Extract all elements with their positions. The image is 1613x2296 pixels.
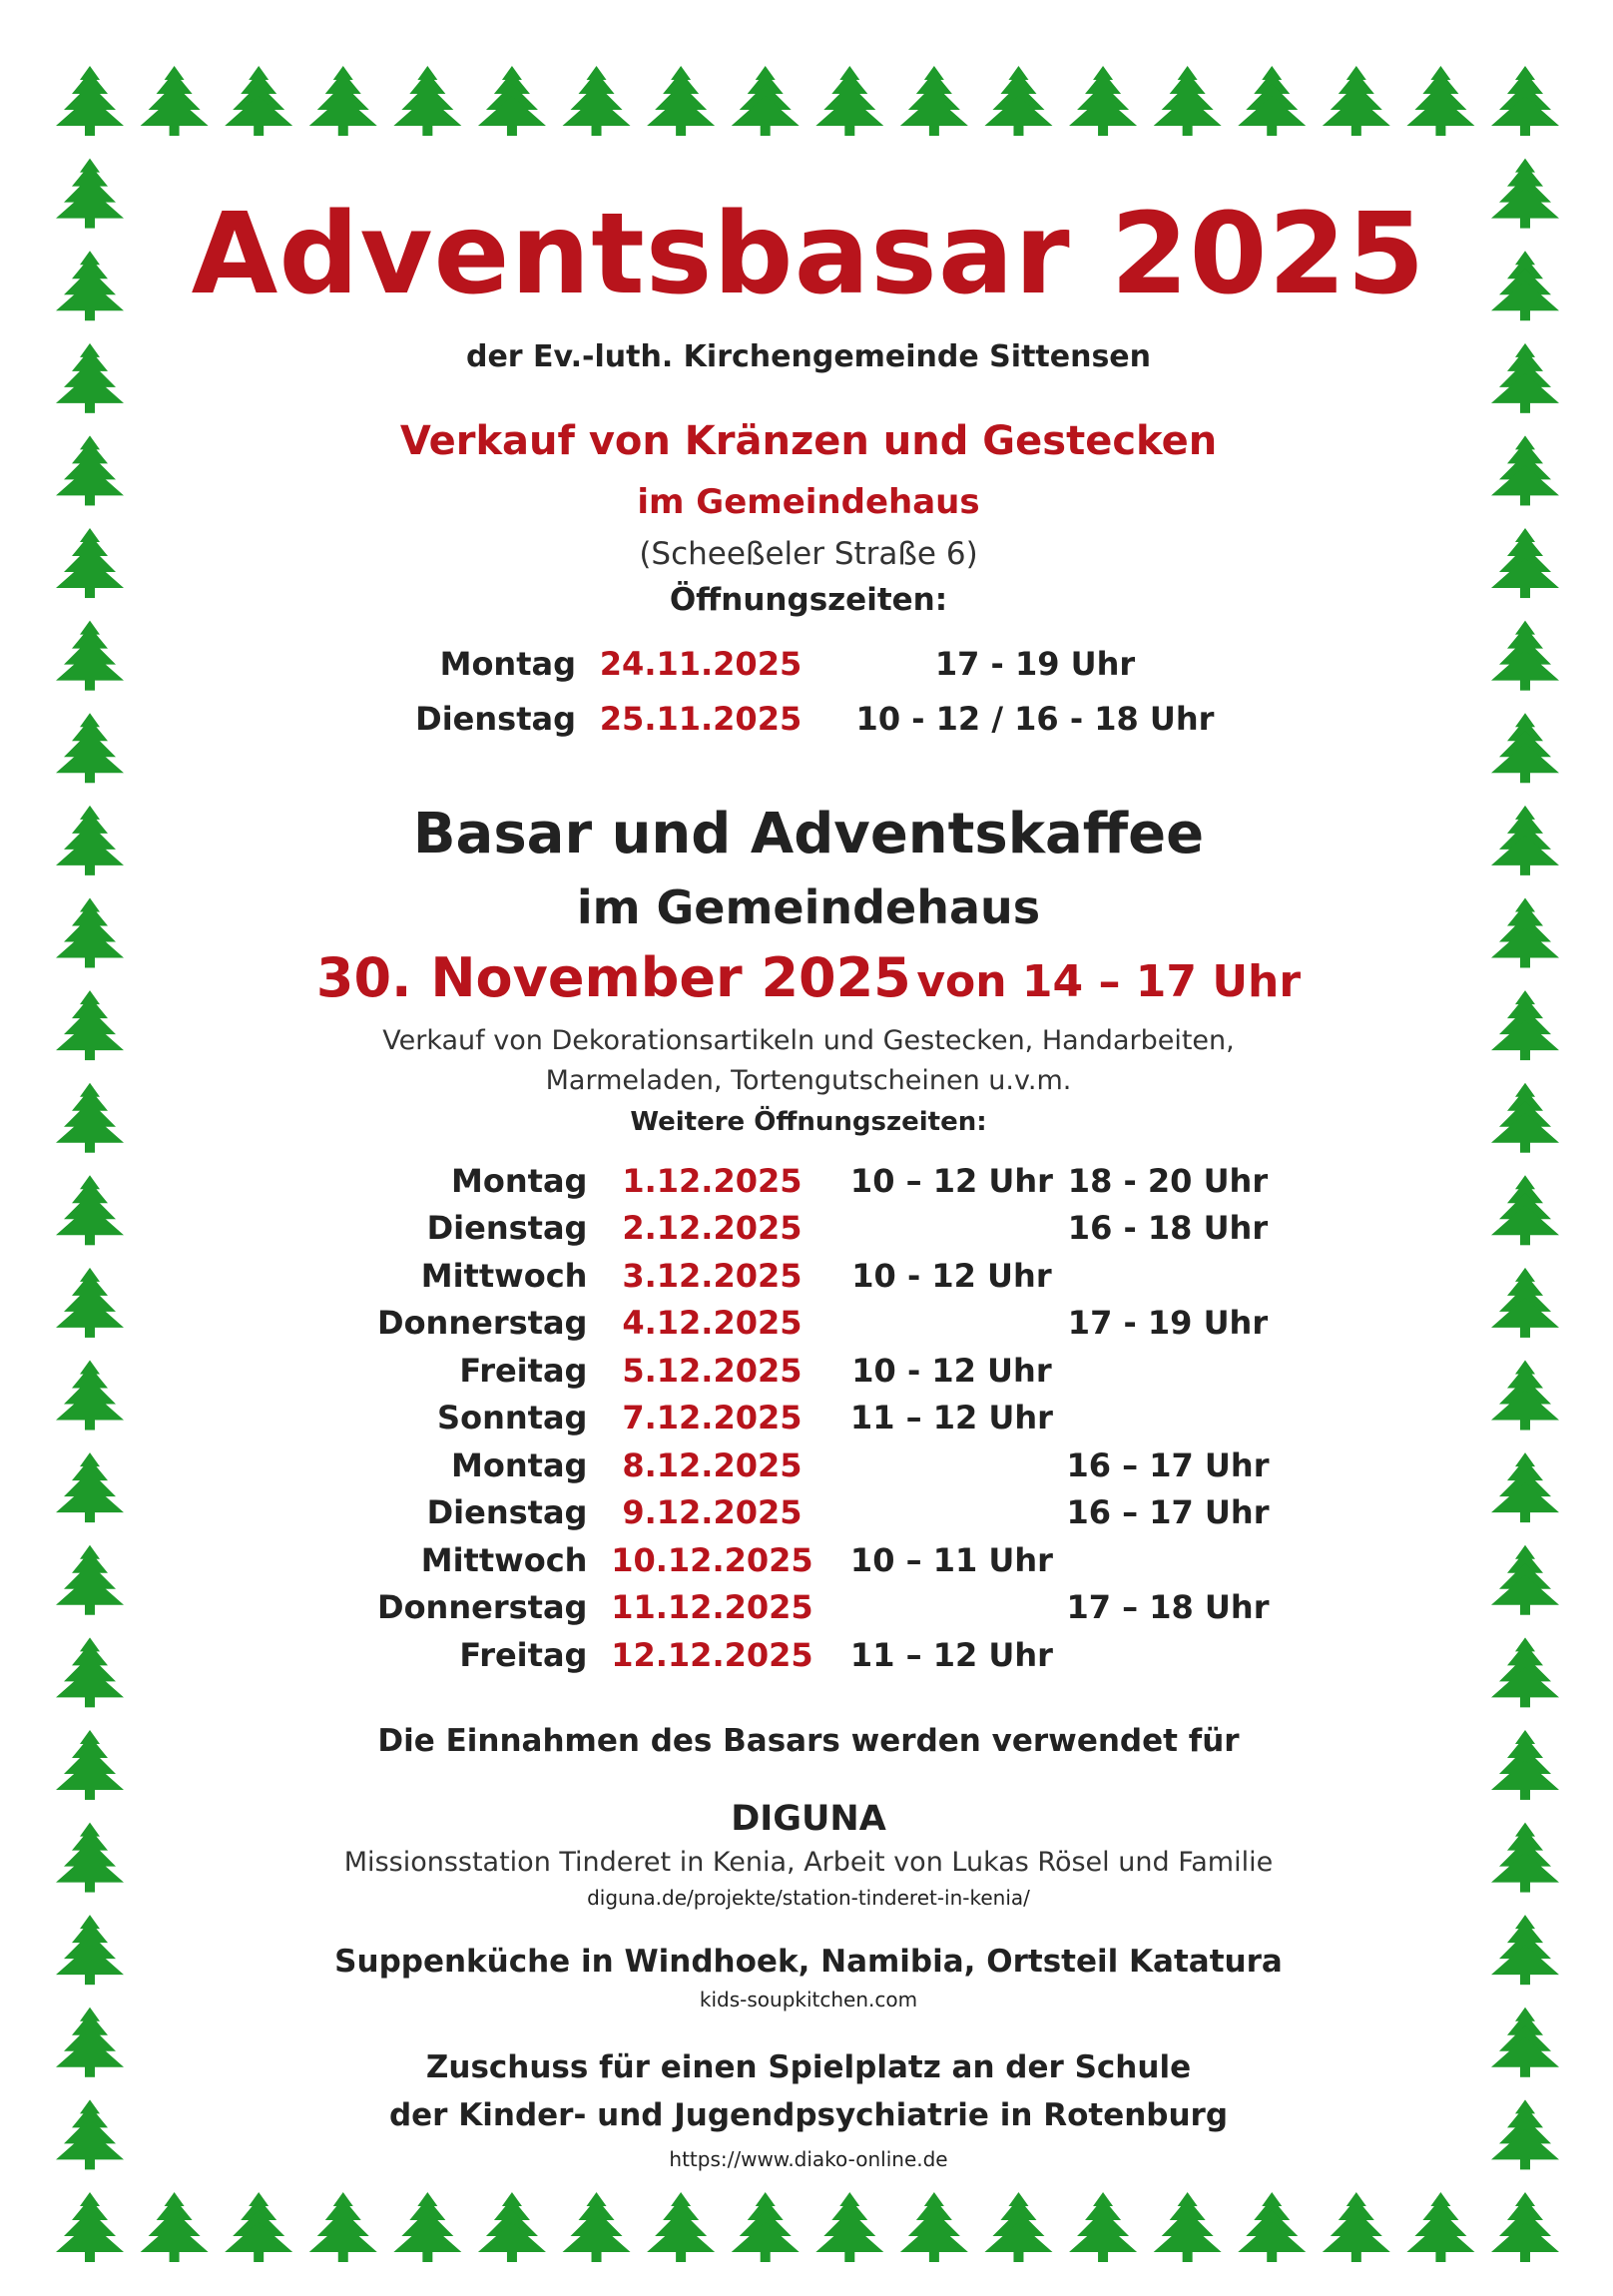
schedule-day: Mittwoch: [420, 1256, 588, 1295]
schedule-morning: 11 – 12 Uhr: [849, 1635, 1053, 1674]
poster-content: [150, 190, 1467, 2171]
schedule-day: Freitag: [459, 1351, 588, 1390]
schedule-morning: 10 - 12 Uhr: [851, 1351, 1052, 1390]
christmas-tree-icon: [56, 251, 124, 320]
schedule-row: [377, 1441, 1269, 1489]
schedule-date: 4.12.2025: [622, 1304, 803, 1343]
christmas-tree-icon: [1491, 806, 1559, 875]
christmas-tree-icon: [56, 2192, 124, 2262]
schedule-day: Donnerstag: [377, 1304, 588, 1343]
schedule-evening: 17 – 18 Uhr: [1066, 1588, 1270, 1627]
christmas-tree-icon: [56, 2008, 124, 2077]
christmas-tree-icon: [1491, 897, 1559, 967]
christmas-tree-icon: [56, 1545, 124, 1615]
poster-title: Adventsbasar 2025: [191, 190, 1426, 319]
schedule-row: [377, 1347, 1269, 1395]
schedule-morning: [836, 1205, 1066, 1253]
schedule-date: 11.12.2025: [611, 1588, 813, 1627]
christmas-tree-icon: [647, 66, 715, 136]
schedule-day: Dienstag: [415, 699, 576, 738]
christmas-tree-icon: [563, 66, 631, 136]
christmas-tree-icon: [1491, 66, 1559, 136]
org-url: diguna.de/projekte/station-tinderet-in-kenia/: [587, 1885, 1030, 1910]
christmas-tree-icon: [1323, 66, 1390, 136]
schedule-date: 5.12.2025: [622, 1351, 803, 1390]
christmas-tree-icon: [1491, 251, 1559, 320]
christmas-tree-icon: [56, 990, 124, 1060]
schedule-morning: 10 - 12 Uhr: [851, 1256, 1052, 1295]
christmas-tree-icon: [1238, 66, 1306, 136]
org-name: DIGUNA: [731, 1798, 886, 1839]
bazaar-time: von 14 – 17 Uhr: [916, 956, 1302, 1007]
christmas-tree-icon: [225, 2192, 292, 2262]
schedule-morning: 10 – 12 Uhr: [849, 1161, 1053, 1200]
christmas-tree-icon: [56, 1452, 124, 1522]
playground-line: Zuschuss für einen Spielplatz an der Schule: [425, 2048, 1192, 2085]
schedule-hours: 17 - 19 Uhr: [934, 644, 1136, 683]
soup-kitchen: Suppenküche in Windhoek, Namibia, Ortsteil Katatura: [334, 1943, 1283, 1980]
christmas-tree-icon: [984, 2192, 1052, 2262]
bazaar-description: [150, 1021, 1467, 1101]
sale-title: Verkauf von Kränzen und Gestecken: [399, 418, 1218, 464]
christmas-tree-icon: [56, 159, 124, 229]
bazaar-description-line: Marmeladen, Tortengutscheinen u.v.m.: [545, 1065, 1072, 1096]
christmas-tree-icon: [1491, 1730, 1559, 1800]
christmas-tree-icon: [1491, 1083, 1559, 1153]
schedule-row: [377, 1205, 1269, 1253]
schedule-row: [377, 1395, 1269, 1442]
schedule-day: Dienstag: [426, 1209, 588, 1248]
christmas-tree-icon: [309, 66, 377, 136]
schedule-day: Sonntag: [437, 1399, 588, 1437]
bazaar-date: 30. November 2025: [315, 946, 911, 1009]
christmas-tree-icon: [56, 1268, 124, 1338]
schedule-day: Dienstag: [426, 1493, 588, 1532]
schedule-day: Montag: [451, 1445, 588, 1484]
playground-line: der Kinder- und Jugendpsychiatrie in Rotenburg: [388, 2096, 1229, 2133]
christmas-tree-icon: [1154, 2192, 1222, 2262]
bazaar-date-line: [150, 946, 1467, 1009]
schedule-day: Freitag: [459, 1635, 588, 1674]
bazaar-location: im Gemeindehaus: [576, 880, 1041, 934]
christmas-tree-icon: [141, 66, 209, 136]
bazaar-schedule-table: [377, 1157, 1269, 1679]
christmas-tree-icon: [1069, 66, 1137, 136]
playground-url: https://www.diako-online.de: [669, 2146, 948, 2171]
org-description: Missionsstation Tinderet in Kenia, Arbeit von Lukas Rösel und Familie: [343, 1846, 1274, 1878]
schedule-evening: [1066, 1347, 1269, 1395]
schedule-morning: [836, 1441, 1066, 1489]
christmas-tree-icon: [56, 1175, 124, 1245]
christmas-tree-icon: [1491, 1915, 1559, 1985]
schedule-date: 8.12.2025: [622, 1445, 803, 1484]
christmas-tree-icon: [1491, 1361, 1559, 1431]
sale-location: im Gemeindehaus: [637, 482, 980, 522]
christmas-tree-icon: [1491, 1823, 1559, 1893]
christmas-tree-icon: [56, 806, 124, 875]
christmas-tree-icon: [56, 66, 124, 136]
christmas-tree-icon: [647, 2192, 715, 2262]
christmas-tree-icon: [1491, 990, 1559, 1060]
schedule-row: [377, 1536, 1269, 1584]
christmas-tree-icon: [900, 66, 968, 136]
christmas-tree-icon: [563, 2192, 631, 2262]
schedule-row: [377, 1157, 1269, 1205]
schedule-row: [377, 1252, 1269, 1300]
schedule-date: 9.12.2025: [622, 1493, 803, 1532]
bazaar-description-line: Verkauf von Dekorationsartikeln und Gestecken, Handarbeiten,: [382, 1025, 1235, 1056]
schedule-row: [377, 1631, 1269, 1679]
christmas-tree-icon: [393, 2192, 461, 2262]
schedule-date: 10.12.2025: [611, 1540, 813, 1579]
poster-subtitle: der Ev.-luth. Kirchengemeinde Sittensen: [465, 339, 1152, 374]
schedule-row: [377, 1489, 1269, 1537]
christmas-tree-icon: [1238, 2192, 1306, 2262]
schedule-evening: [1066, 1631, 1269, 1679]
schedule-day: Montag: [451, 1161, 588, 1200]
christmas-tree-icon: [1491, 1452, 1559, 1522]
soup-kitchen-url: kids-soupkitchen.com: [699, 1987, 918, 2011]
christmas-tree-icon: [56, 1823, 124, 1893]
christmas-tree-icon: [56, 2099, 124, 2169]
christmas-tree-icon: [732, 66, 800, 136]
christmas-tree-icon: [732, 2192, 800, 2262]
schedule-row: [411, 691, 1245, 746]
schedule-date: 3.12.2025: [622, 1256, 803, 1295]
christmas-tree-icon: [56, 1083, 124, 1153]
christmas-tree-icon: [1491, 621, 1559, 691]
christmas-tree-icon: [1491, 1268, 1559, 1338]
christmas-tree-icon: [393, 66, 461, 136]
christmas-tree-icon: [56, 713, 124, 783]
sale-address: (Scheeßeler Straße 6): [639, 536, 978, 572]
christmas-tree-icon: [1491, 528, 1559, 598]
christmas-tree-icon: [56, 1915, 124, 1985]
schedule-evening: 17 - 19 Uhr: [1067, 1304, 1269, 1343]
christmas-tree-icon: [1491, 1175, 1559, 1245]
christmas-tree-icon: [1491, 435, 1559, 505]
christmas-tree-icon: [1491, 343, 1559, 413]
schedule-day: Mittwoch: [420, 1540, 588, 1579]
christmas-tree-icon: [1491, 1545, 1559, 1615]
christmas-tree-icon: [1491, 713, 1559, 783]
christmas-tree-icon: [56, 621, 124, 691]
christmas-tree-icon: [1069, 2192, 1137, 2262]
more-hours-heading: Weitere Öffnungszeiten:: [630, 1107, 987, 1137]
christmas-tree-icon: [56, 1361, 124, 1431]
schedule-date: 2.12.2025: [622, 1209, 803, 1248]
schedule-date: 12.12.2025: [611, 1635, 813, 1674]
christmas-tree-icon: [1154, 66, 1222, 136]
sale-schedule-table: [411, 636, 1245, 746]
schedule-row: [377, 1584, 1269, 1632]
schedule-evening: 16 – 17 Uhr: [1066, 1445, 1270, 1484]
christmas-tree-icon: [1406, 66, 1474, 136]
christmas-tree-icon: [225, 66, 292, 136]
christmas-tree-icon: [1323, 2192, 1390, 2262]
schedule-morning: [836, 1489, 1066, 1537]
schedule-day: Montag: [439, 644, 576, 683]
schedule-day: Donnerstag: [377, 1588, 588, 1627]
schedule-evening: [1066, 1395, 1269, 1442]
christmas-tree-icon: [56, 435, 124, 505]
christmas-tree-icon: [56, 343, 124, 413]
schedule-date: 1.12.2025: [622, 1161, 803, 1200]
christmas-tree-icon: [1491, 2099, 1559, 2169]
christmas-tree-icon: [1491, 159, 1559, 229]
schedule-evening: 18 - 20 Uhr: [1067, 1161, 1269, 1200]
christmas-tree-icon: [56, 1637, 124, 1707]
christmas-tree-icon: [478, 66, 546, 136]
christmas-tree-icon: [1491, 1637, 1559, 1707]
christmas-tree-icon: [56, 897, 124, 967]
proceeds-heading: Die Einnahmen des Basars werden verwendet für: [377, 1722, 1240, 1759]
schedule-evening: 16 - 18 Uhr: [1067, 1209, 1269, 1248]
christmas-tree-icon: [815, 66, 883, 136]
opening-hours-heading: Öffnungszeiten:: [669, 582, 948, 618]
schedule-evening: [1066, 1536, 1269, 1584]
christmas-tree-icon: [56, 1730, 124, 1800]
schedule-morning: [836, 1584, 1066, 1632]
christmas-tree-icon: [478, 2192, 546, 2262]
christmas-tree-icon: [1491, 2192, 1559, 2262]
schedule-evening: [1066, 1252, 1269, 1300]
schedule-date: 7.12.2025: [622, 1399, 803, 1437]
christmas-tree-icon: [141, 2192, 209, 2262]
schedule-evening: 16 – 17 Uhr: [1066, 1493, 1270, 1532]
christmas-tree-icon: [815, 2192, 883, 2262]
schedule-morning: 11 – 12 Uhr: [849, 1399, 1053, 1437]
bazaar-title: Basar und Adventskaffee: [412, 802, 1205, 866]
schedule-date: 24.11.2025: [599, 644, 803, 683]
christmas-tree-icon: [1406, 2192, 1474, 2262]
schedule-row: [377, 1300, 1269, 1348]
christmas-tree-icon: [309, 2192, 377, 2262]
schedule-row: [411, 636, 1245, 691]
christmas-tree-icon: [1491, 2008, 1559, 2077]
christmas-tree-icon: [984, 66, 1052, 136]
schedule-morning: [836, 1300, 1066, 1348]
schedule-hours: 10 - 12 / 16 - 18 Uhr: [855, 699, 1215, 738]
schedule-date: 25.11.2025: [599, 699, 803, 738]
schedule-morning: 10 – 11 Uhr: [849, 1540, 1053, 1579]
christmas-tree-icon: [900, 2192, 968, 2262]
christmas-tree-icon: [56, 528, 124, 598]
